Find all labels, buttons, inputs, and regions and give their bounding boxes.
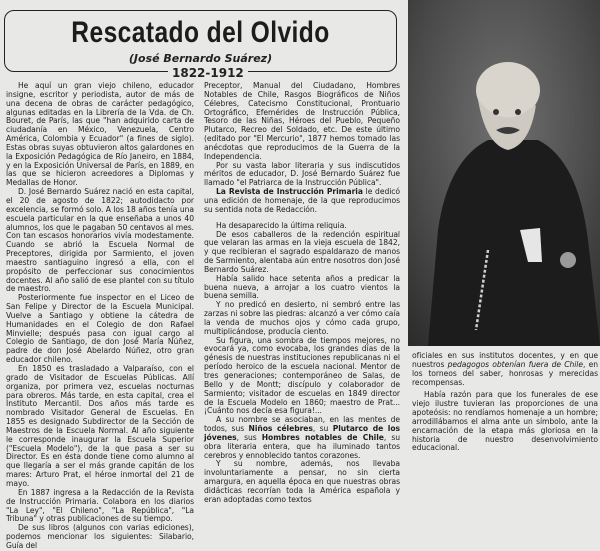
eye (515, 109, 521, 115)
paragraph: Ha desaparecido la última reliquia. (216, 220, 347, 230)
column-2 (204, 82, 400, 505)
paragraph: Y su nombre, además, nos llevaba involuntariamente a pensar, no sin cierta amargura, en aquella época en que nuestras obras didácticas recorrían toda la América española y eran adoptadas como textos (204, 459, 400, 504)
magazine-name: La Revista de Instrucción Primaria (216, 187, 363, 197)
paragraph: Había salido hace setenta años a predicar la buena nueva, a arrojar a los cuatro vientos la buena semilla. (204, 273, 400, 301)
paragraph: En 1887 ingresa a la Redacción de la Revista de Instrucción Primaria. Colabora en los diarios "La Ley", "El Chileno", "La República", "La Tribuna" y otras publicaciones de su tiempo. (6, 487, 194, 524)
portrait-illustration (408, 0, 600, 346)
paragraph-text: A su nombre se asociaban, en las mentes de todos, sus (204, 415, 400, 434)
article-years: 1822-1912 (168, 66, 248, 80)
book-title: Niños célebres (248, 424, 313, 434)
italic-text: pedagogos obtenían fuera de Chile (447, 359, 583, 369)
paragraph (204, 188, 400, 215)
paragraph: Su figura, una sombra de tiempos mejores, no evocará ya, como evocaba, los grandes días de la génesis de nuestras instituciones republicanas ni el período heroico de la escuela nacional. Mentor de tres generaciones; contemporáneo de Salas, de Bello y de Montt; discípulo y colaborador de Sarmiento; visitador de escuelas en 1849 director de la Escuela Modelo en 1860; maestro de Prat... ¡Cuánto nos decía esa figura!... (204, 335, 400, 416)
portrait-photo (408, 0, 600, 346)
paragraph-text: , su obra literaria entera, que ha iluminado tantos cerebros y ennoblecido tantos corazones. (204, 432, 401, 460)
paragraph (412, 352, 598, 387)
paragraph (204, 416, 400, 460)
paragraph: He aquí un gran viejo chileno, educador insigne, escritor y periodista, autor de más de una decena de obras de carácter pedagógico, algunas editadas en la Librería de la Vda. de Ch. Bouret, de París, las que "han adquirido carta de ciudadanía en México, Venezuela, Centro América, Colombia y Ecuador" (a fines de siglo). Estas obras suyas obtuvieron altos galardones en la Exposición Pedagógica de Río Janeiro, en 1884, y en la Exposición Universal de París, en 1889, en las que se hicieron acreedores a Diplomas y Medallas de Honor. (6, 81, 194, 188)
paragraph: De esos caballeros de la redención espiritual que velaran las armas en la vieja escuela de 1842, y que recibieran el sagrado espaldarazo de manos de Sarmiento, alentaba aún entre nosotros don José Bernardo Suárez. (204, 229, 400, 274)
book-title: Hombres notables de Chile (261, 432, 384, 442)
column-1 (6, 82, 194, 551)
eye (493, 109, 499, 115)
paragraph: Posteriormente fue inspector en el Liceo de San Felipe y Director de la Escuela Municipal. Vuelve a Santiago y obtiene la cátedra de Humanidades en el Colegio de don Rafael Minvielle; después pasa con igual cargo al Colegio de Santiago, de don José María Núñez, padre de don José Abelardo Núñez, otro gran educador chileno. (6, 293, 194, 365)
paragraph: De sus libros (algunos con varias ediciones), podemos mencionar los siguientes: Silabario, Guía del (6, 523, 194, 550)
paragraph: Había razón para que los funerales de ese viejo ilustre tuvieran las proporciones de una apoteósis: no rendíamos homenaje a un hombre; arrodillábamos el alma ante un símbolo, ante la encarnación de la etapa más gloriosa en la historia de nuestro desenvolvimiento educacional. (412, 390, 598, 453)
paragraph: D. José Bernardo Suárez nació en esta capital, el 20 de agosto de 1822; autodidacto por excelencia, se formó solo. A los 18 años tenía una escuela particular en la que enseñaba a unos 40 alumnos, los que le pagaban 50 centavos al mes. Con tan escasos honorarios vivía modestamente. Cuando se abrió la Escuela Normal de Preceptores, dirigida por Sarmiento, el joven maestro santiaguino ingresó a ella, con el propósito de perfeccionar sus conocimientos docentes. Al año salió de ese plantel con su título de maestro. (6, 187, 194, 294)
paragraph-text: , su (312, 424, 333, 434)
article-title: Rescatado del Olvido (71, 16, 330, 49)
paragraph: Y no predicó en desierto, ni sembró entre las zarzas ni sobre las piedras: alcanzó a ver cómo caía la venda de muchos ojos y cómo cada grupo, multiplicándose, producía ciento. (204, 300, 400, 336)
paragraph: En 1850 es trasladado a Valparaíso, con el grado de Visitador de Escuelas Públicas. Allí organiza, por primera vez, escuelas nocturnas para obreros. Más tarde, en esta capital, crea el Instituto Mercantil. Dos años más tarde es nombrado Visitador General de Escuelas. En 1855 es designado Subdirector de la Sección de Maestros de la Escuela Normal. Al año siguiente le corresponde inaugurar la Escuela Superior ("Escuela Modelo"), de la que pasa a ser su Director. Es en ésta donde tiene como alumno al que llegaría a ser el más grande capitán de los mares: Arturo Prat, el héroe inmortal del 21 de mayo. (6, 364, 194, 488)
paragraph: Por su vasta labor literaria y sus indiscutidos méritos de educador, D. José Bernardo Suárez fue llamado "el Patriarca de la Instrucción Pública". (204, 160, 400, 188)
paragraph-text: , sus (236, 432, 262, 442)
paragraph-text: le dedicó una edición de homenaje, de la que reproducimos su sentida nota de Redacción. (204, 187, 400, 214)
paragraph: Preceptor, Manual del Ciudadano, Hombres Notables de Chile, Rasgos Biográficos de Niños Célebres, Catecismo Constitucional, Prontuario Ortográfico, Efemérides de Instrucción Pública, Tesoro de las Niñas, Héroes del Pueblo, Pequeño Plutarco, Recreo del Soldado, etc. De este último (editado por "El Mercurio", 1877 hemos tomado las anécdotas que reproducimos de la Guerra de la Independencia. (204, 81, 400, 161)
article-subtitle: (José Bernardo Suárez) (128, 52, 273, 65)
paragraph-text: , en los torneos del saber, honrosas y merecidas recompensas. (412, 359, 598, 387)
book-title: Plutarco de los jóvenes (204, 424, 400, 442)
paragraph-text: oficiales en sus institutos docentes, y en que nuestros (412, 351, 598, 369)
column-3 (412, 352, 598, 453)
flowers (560, 252, 576, 268)
